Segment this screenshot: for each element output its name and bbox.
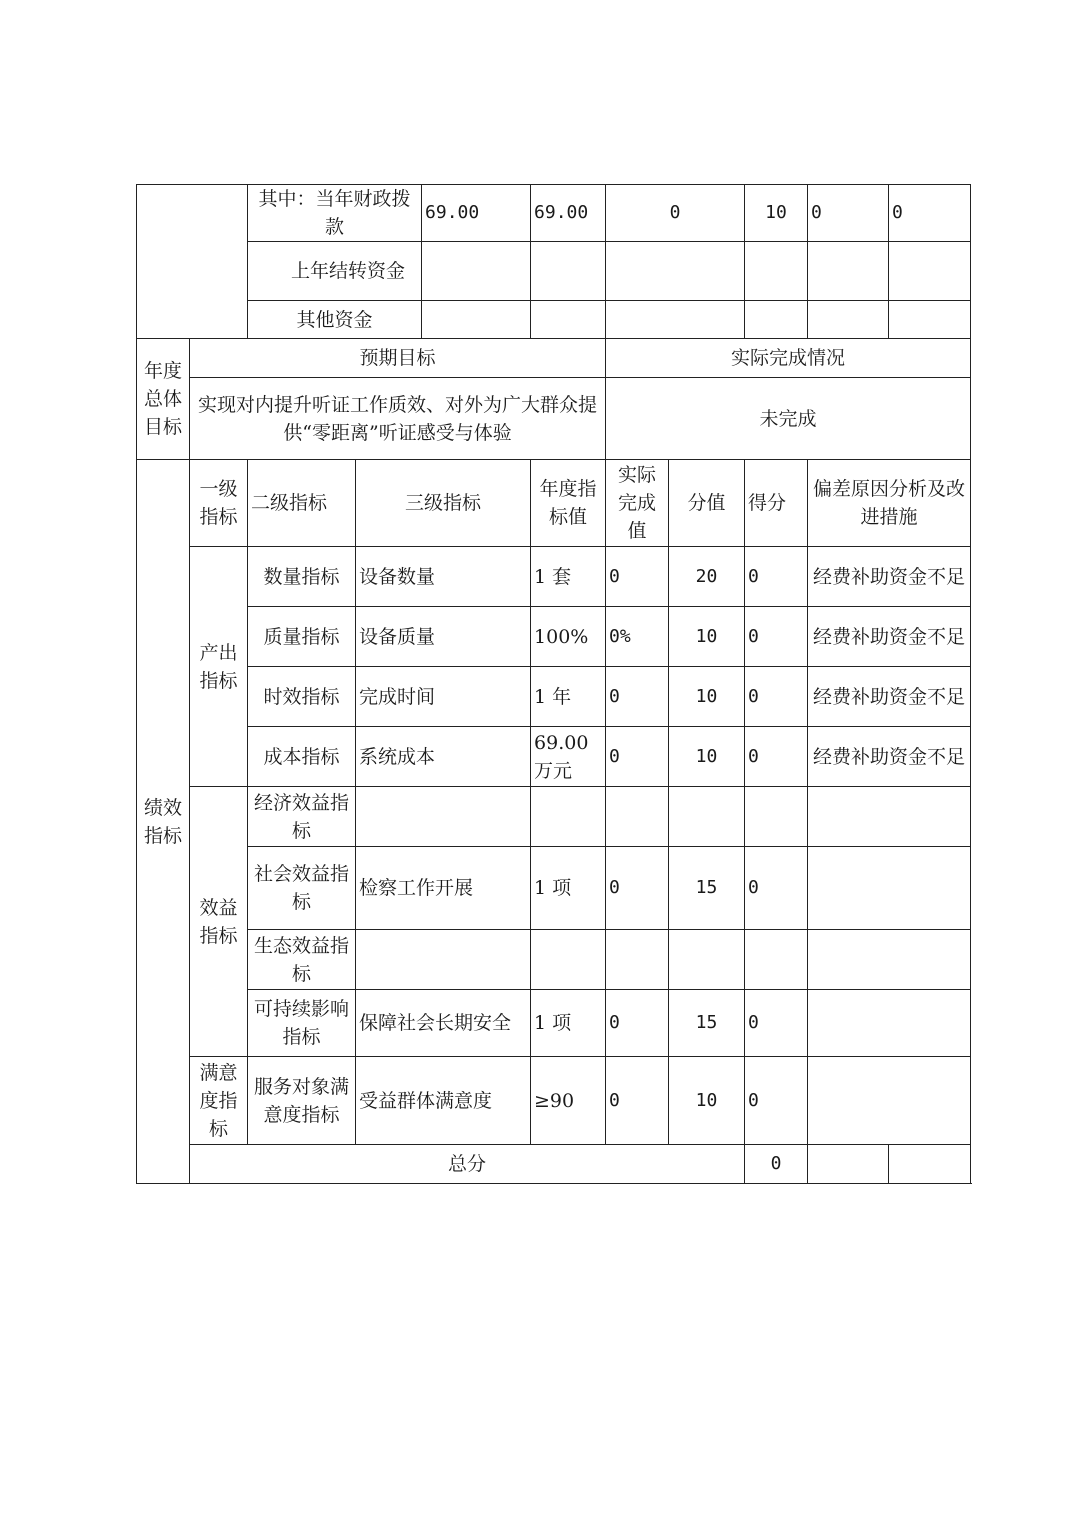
actual-completion-header: 实际完成情况: [606, 339, 971, 378]
table-row: [137, 185, 971, 242]
score-cell: 0: [745, 667, 808, 727]
deviation-cell: 经费补助资金不足: [808, 547, 971, 607]
actual-cell: 0: [606, 1057, 669, 1145]
actual-cell: 0: [606, 667, 669, 727]
weight-cell: 10: [669, 1057, 745, 1145]
weight-cell: 10: [669, 667, 745, 727]
level3-cell: 完成时间: [356, 667, 531, 727]
funding-label: 上年结转资金: [248, 242, 422, 301]
weight-cell: 20: [669, 547, 745, 607]
group-satisfaction-label: 满意度指标: [190, 1057, 248, 1145]
annual-target-header: 年度指标值: [531, 460, 606, 547]
level3-header: 三级指标: [356, 460, 531, 547]
target-cell: 1 套: [531, 547, 606, 607]
executed-value: 0: [606, 185, 745, 242]
target-cell: 1 项: [531, 847, 606, 930]
level2-header: 二级指标: [248, 460, 356, 547]
weight-header: 分值: [669, 460, 745, 547]
target-cell: 100%: [531, 607, 606, 667]
score-cell: 0: [745, 1057, 808, 1145]
table-row: [137, 990, 971, 1057]
table-row: [137, 1145, 971, 1184]
level2-cell: 经济效益指标: [248, 787, 356, 847]
score-earned-value: 0: [889, 185, 971, 242]
table-row: [137, 930, 971, 990]
table-row: [137, 460, 971, 547]
perf-section-label: 绩效指标: [137, 460, 190, 1184]
level1-header: 一级指标: [190, 460, 248, 547]
expected-goal-text: 实现对内提升听证工作质效、对外为广大群众提供“零距离”听证感受与体验: [190, 378, 606, 460]
deviation-cell: 经费补助资金不足: [808, 667, 971, 727]
level2-cell: 数量指标: [248, 547, 356, 607]
funding-blank-cell: [137, 185, 248, 339]
annual-goal-label: 年度总体目标: [137, 339, 190, 460]
table-row: [137, 242, 971, 301]
table-row: [137, 727, 971, 787]
performance-evaluation-table: [136, 184, 971, 1184]
weight-cell: 15: [669, 847, 745, 930]
target-cell: 1 项: [531, 990, 606, 1057]
level2-cell: 社会效益指标: [248, 847, 356, 930]
weight-cell: 10: [669, 607, 745, 667]
level3-cell: 检察工作开展: [356, 847, 531, 930]
actual-cell: 0: [606, 547, 669, 607]
group-output-label: 产出指标: [190, 547, 248, 787]
table-row: [137, 607, 971, 667]
actual-value-header: 实际完成值: [606, 460, 669, 547]
score-cell: 0: [745, 607, 808, 667]
score-cell: 0: [745, 727, 808, 787]
level3-cell: 受益群体满意度: [356, 1057, 531, 1145]
deviation-header: 偏差原因分析及改进措施: [808, 460, 971, 547]
actual-cell: 0: [606, 847, 669, 930]
table-row: [137, 339, 971, 378]
score-cell: 0: [745, 847, 808, 930]
actual-cell: 0: [606, 990, 669, 1057]
actual-cell: 0: [606, 727, 669, 787]
level3-cell: 设备数量: [356, 547, 531, 607]
level2-cell: 时效指标: [248, 667, 356, 727]
funding-label: 其中：当年财政拨款: [248, 185, 422, 242]
budget-b-value: 69.00: [531, 185, 606, 242]
target-cell: 1 年: [531, 667, 606, 727]
score-value: 10: [745, 185, 808, 242]
level3-cell: 系统成本: [356, 727, 531, 787]
level3-cell: 设备质量: [356, 607, 531, 667]
level2-cell: 可持续影响指标: [248, 990, 356, 1057]
score-cell: 0: [745, 547, 808, 607]
level2-cell: 成本指标: [248, 727, 356, 787]
table-row: [137, 1057, 971, 1145]
funding-label: 其他资金: [248, 301, 422, 339]
rate-value: 0: [808, 185, 889, 242]
table-row: [137, 847, 971, 930]
weight-cell: 15: [669, 990, 745, 1057]
deviation-cell: 经费补助资金不足: [808, 607, 971, 667]
table-row: [137, 547, 971, 607]
target-cell: ≥90: [531, 1057, 606, 1145]
level2-cell: 服务对象满意度指标: [248, 1057, 356, 1145]
actual-completion-text: 未完成: [606, 378, 971, 460]
table-row: [137, 301, 971, 339]
score-header: 得分: [745, 460, 808, 547]
level2-cell: 质量指标: [248, 607, 356, 667]
table-row: [137, 378, 971, 460]
total-label: 总分: [190, 1145, 745, 1184]
target-cell: 69.00万元: [531, 727, 606, 787]
group-benefit-label: 效益指标: [190, 787, 248, 1057]
actual-cell: 0%: [606, 607, 669, 667]
budget-a-value: 69.00: [422, 185, 531, 242]
expected-goal-header: 预期目标: [190, 339, 606, 378]
level2-cell: 生态效益指标: [248, 930, 356, 990]
total-value: 0: [745, 1145, 808, 1184]
weight-cell: 10: [669, 727, 745, 787]
table-row: [137, 787, 971, 847]
level3-cell: 保障社会长期安全: [356, 990, 531, 1057]
score-cell: 0: [745, 990, 808, 1057]
table-row: [137, 667, 971, 727]
deviation-cell: 经费补助资金不足: [808, 727, 971, 787]
